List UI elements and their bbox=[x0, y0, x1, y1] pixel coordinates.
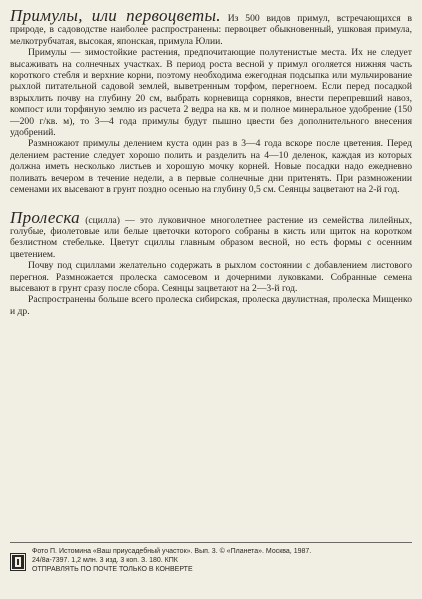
publisher-logo-icon bbox=[10, 553, 26, 571]
primula-care-paragraph: Примулы — зимостойкие растения, предпочитающие полутенистые места. Их не следует высаживать на солнечных участках. В период роста весной у примул оголяется нижняя часть короткого стебля и верхние корни, поэтому необходима ежегодная подсыпка или мульчирование рыхлой питательной садовой землей, выветренным торфом, перегноем. Если перед посадкой взрыхлить почву на глубину 20 см, выбрать корневища сорняков, внести перепревший навоз, компост или торфяную землю из расчета 2 ведра на кв. м и полное минеральное удобрение (150—200 г/кв. м), то 3—4 года примулы будут пышно цвести без дополнительного внесения удобрений. bbox=[10, 47, 412, 139]
primula-intro-text: Из 500 видов примул, встречающихся в природе, в садоводстве наиболее распространены: первоцвет обыкновенный, ушковая примула, мелкотрубчатая, высокая, японская, примула Юлии. bbox=[10, 13, 412, 47]
primula-propagation-paragraph: Размножают примулы делением куста один раз в 3—4 года вскоре после цветения. Перед делением растение следует хорошо полить и разделить на 4—10 деленок, каждая из которых должна иметь несколько листьев и хорошую мочку корней. Новые посадки надо ежедневно поливать вечером в течение недели, а в первые солнечные дни притенять. При размножении семенами их высевают в грунт поздно осенью на глубину 0,5 см. Сеянцы зацветают на 2-й год. bbox=[10, 138, 412, 196]
primula-intro bbox=[10, 8, 412, 47]
primula-title: Примулы, или первоцветы. bbox=[10, 6, 221, 25]
scilla-intro bbox=[10, 207, 412, 261]
scilla-title: Пролеска bbox=[10, 207, 80, 227]
scilla-intro-text: (сцилла) — это луковичное многолетнее растение из семейства лилейных, голубые, фиолетовые или белые цветочки которого собраны в кисть или щиток на коротком безлистном стебельке. Цветут сциллы главным образом весной, но есть формы с осенним цветением. bbox=[10, 214, 412, 260]
mailing-notice: ОТПРАВЛЯТЬ ПО ПОЧТЕ ТОЛЬКО В КОНВЕРТЕ bbox=[32, 566, 193, 573]
article bbox=[10, 8, 412, 317]
imprint-credits: Фото П. Истомина «Ваш приусадебный участок». Вып. 3. © «Планета». Москва, 1987. bbox=[32, 548, 312, 555]
imprint-text bbox=[32, 547, 311, 574]
imprint bbox=[10, 542, 412, 573]
imprint-print-details: 24/8а-7397. 1,2 млн. 3 изд. 3 коп. З. 180. КПК bbox=[32, 557, 178, 564]
scilla-care-paragraph: Почву под сциллами желательно содержать в рыхлом состоянии с добавлением листового перегноя. Размножается пролеска самосевом и дочерними луковками. Собранные семена высевают в грунт сразу после сбора. Сеянцы зацветают на 2—3-й год. bbox=[10, 260, 412, 294]
scilla-species-paragraph: Распространены больше всего пролеска сибирская, пролеска двулистная, пролеска Мищенко и др. bbox=[10, 294, 412, 317]
footer-divider bbox=[10, 542, 412, 543]
